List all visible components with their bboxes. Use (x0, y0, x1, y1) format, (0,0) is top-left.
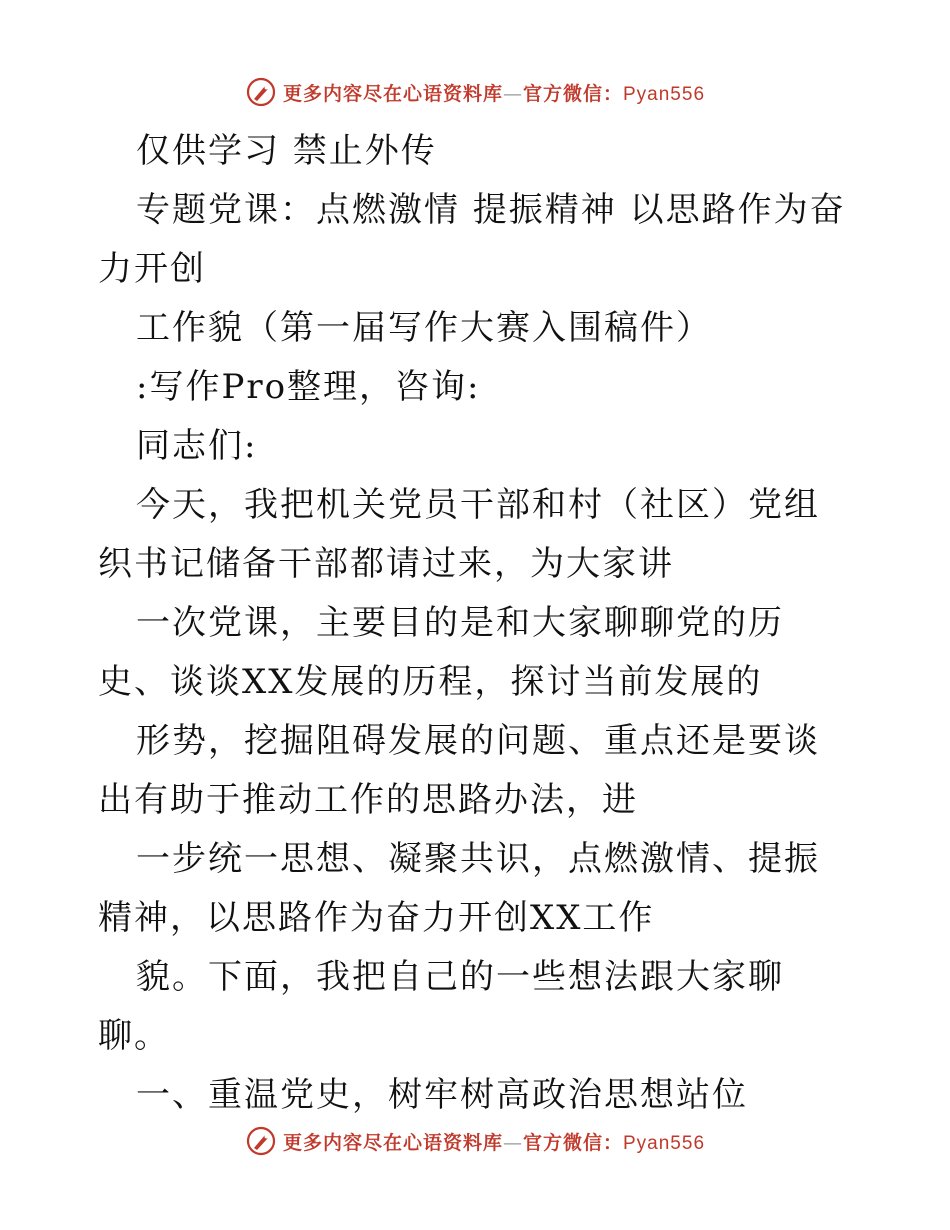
document-body (98, 122, 854, 1125)
footer-banner-text (283, 1128, 705, 1155)
paragraph: 仅供学习 禁止外传 (136, 131, 437, 171)
paragraph: 专题党课：点燃激情 提振精神 以思路作为奋力开创 (98, 190, 846, 289)
footer-wechat-id: Pyan556 (623, 1132, 706, 1154)
paragraph: 今天，我把机关党员干部和村（社区）党组织书记储备干部都请过来，为大家讲 (98, 485, 820, 584)
pen-nib-logo-icon (245, 1125, 277, 1157)
header-banner-text (283, 79, 705, 106)
footer-wechat-label: 官方微信： (522, 1131, 623, 1154)
header-separator: — (502, 82, 523, 105)
section-heading: 一、重温党史，树牢树高政治思想站位 (136, 1075, 748, 1115)
page-footer-banner (0, 1123, 950, 1159)
header-site-text: 更多内容尽在心语资料库 (282, 82, 503, 105)
paragraph: 形势，挖掘阻碍发展的问题、重点还是要谈出有助于推动工作的思路办法，进 (98, 721, 820, 820)
paragraph: 同志们: (136, 426, 258, 466)
header-wechat-label: 官方微信： (522, 82, 623, 105)
header-wechat-id: Pyan556 (623, 83, 706, 105)
paragraph: 一步统一思想、凝聚共识，点燃激情、提振精神，以思路作为奋力开创XX工作 (98, 839, 820, 938)
paragraph: 工作貌（第一届写作大赛入围稿件） (136, 308, 712, 348)
pen-nib-logo-icon (245, 76, 277, 108)
footer-site-text: 更多内容尽在心语资料库 (282, 1131, 503, 1154)
footer-separator: — (502, 1131, 523, 1154)
paragraph: 一次党课，主要目的是和大家聊聊党的历史、谈谈XX发展的历程，探讨当前发展的 (98, 603, 784, 702)
paragraph: :写作Pro整理，咨询: (136, 367, 481, 407)
paragraph: 貌。下面，我把自己的一些想法跟大家聊聊。 (98, 957, 784, 1056)
page-header-banner (0, 74, 950, 110)
